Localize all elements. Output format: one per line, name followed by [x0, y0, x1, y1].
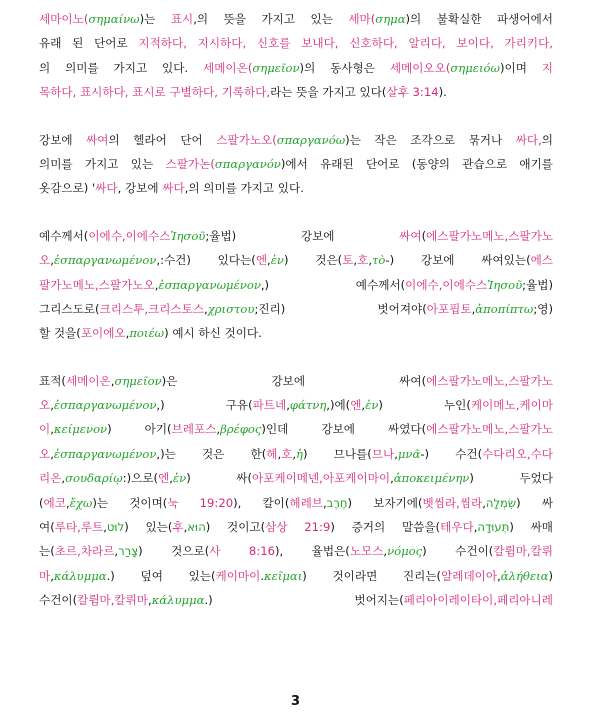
text-run: 예수께서(: [39, 228, 89, 243]
text-line: [39, 224, 553, 248]
korean-term: 오: [39, 398, 51, 413]
text-run: ,: [216, 422, 221, 437]
foreign-term: σημα: [375, 12, 406, 26]
paragraph-gap: [39, 201, 553, 224]
text-run: ,: [286, 398, 290, 413]
paragraph: [39, 128, 553, 201]
foreign-term: ἔχω: [69, 495, 93, 510]
korean-term: 포이에오: [80, 326, 126, 341]
korean-term: 세메이오오: [389, 60, 446, 75]
foreign-term: ἐν: [270, 253, 284, 268]
text-line: [39, 321, 553, 345]
text-run: ,: [277, 446, 282, 461]
text-run: ,: [204, 301, 208, 316]
foreign-term: σπαργανόν: [214, 156, 281, 171]
foreign-term: Ἰησοῦ: [170, 228, 206, 243]
korean-term: 에스: [530, 253, 553, 268]
text-run: 의미를 가지고 있는: [39, 156, 166, 171]
foreign-term: σημειόω: [450, 60, 500, 75]
text-line: [39, 80, 553, 104]
foreign-term: שִׂמְלָה: [485, 495, 517, 510]
foreign-term: תְּעוּדָה: [477, 520, 510, 535]
foreign-term: ἡ: [296, 446, 303, 461]
foreign-term: ἐσπαργανωμένον: [53, 446, 157, 461]
text-run: .: [260, 568, 264, 583]
text-run: ,: [50, 398, 54, 413]
foreign-term: κάλυμμα: [53, 568, 107, 583]
korean-term: 이: [39, 422, 51, 437]
korean-term: (: [445, 60, 451, 75]
korean-term: 사 8:16: [209, 544, 275, 559]
text-run: -) 강보에 싸여있는(: [385, 253, 531, 268]
text-run: ,:수건) 있다는(: [156, 253, 256, 268]
korean-term: 노모스: [349, 544, 384, 559]
text-line: [39, 491, 553, 515]
foreign-term: ἀποπίπτω: [475, 301, 534, 316]
korean-term: 테우다: [440, 520, 474, 535]
text-run: :)으로(: [122, 471, 159, 486]
text-run: ,: [394, 446, 398, 461]
text-run: ) 것이고(: [205, 520, 266, 535]
korean-term: 케이마이: [215, 568, 261, 583]
document-page: [39, 7, 553, 613]
foreign-term: φάτνη: [289, 398, 327, 413]
text-run: ,: [482, 495, 486, 510]
text-line: [39, 152, 553, 176]
korean-term: 세메이온: [203, 60, 248, 75]
text-run: ) 두었다: [469, 471, 553, 486]
text-run: ) 싸매: [509, 520, 553, 535]
korean-term: (: [370, 12, 376, 26]
text-line: [39, 56, 553, 80]
korean-term: (: [83, 12, 89, 26]
text-run: )는 작은 조각으로 묶거나: [345, 132, 516, 147]
foreign-term: νόμος: [387, 544, 423, 559]
text-run: ,: [353, 253, 358, 268]
text-run: ) 것은(: [283, 253, 343, 268]
text-run: ;영): [533, 301, 553, 316]
foreign-term: σημαίνω: [88, 12, 140, 26]
text-run: )는 것이며(: [92, 495, 168, 510]
text-run: ,: [292, 446, 297, 461]
foreign-term: Ἰησοῦ: [487, 277, 523, 292]
text-line: [39, 273, 553, 297]
text-run: ,: [61, 471, 66, 486]
foreign-term: κείμενον: [53, 422, 108, 437]
korean-term: (: [247, 60, 253, 75]
korean-term: 벳씸라,씸라: [422, 495, 483, 510]
foreign-term: σημεῖον: [252, 60, 300, 75]
text-run: (: [39, 495, 44, 510]
text-run: ) 누인(: [378, 398, 471, 413]
text-line: [39, 466, 553, 490]
text-run: 표적(: [39, 373, 66, 388]
korean-term: 알레데이아: [441, 568, 498, 583]
korean-term: 에코: [43, 495, 66, 510]
foreign-term: צָרַר: [118, 544, 139, 559]
korean-term: 파트네: [252, 398, 287, 413]
text-run: ,: [103, 520, 107, 535]
korean-term: 살후 3:14: [386, 85, 439, 100]
text-run: .) 덮여 있는(: [106, 568, 216, 583]
korean-term: 케이메노,케이마: [470, 398, 553, 413]
foreign-term: σπαργανόω: [276, 132, 346, 147]
foreign-term: χριστου: [207, 301, 255, 316]
korean-term: 크리스투,크리스토스: [99, 301, 205, 316]
korean-term: 싸다: [95, 181, 118, 196]
korean-term: 헤: [266, 446, 278, 461]
text-run: ,: [50, 446, 54, 461]
text-run: 옷감으로) ': [39, 181, 96, 196]
text-line: [39, 515, 553, 539]
text-run: ;진리) 벗어져야(: [254, 301, 427, 316]
korean-term: 싸다: [162, 181, 185, 196]
text-line: [39, 7, 553, 31]
korean-term: 세메이온: [65, 373, 111, 388]
text-run: ,) 예수께서(: [260, 277, 406, 292]
text-run: ,: [65, 495, 70, 510]
text-run: ,)는 것은 한(: [156, 446, 267, 461]
text-run: ) 아기(: [107, 422, 172, 437]
korean-term: 브레포스: [171, 422, 217, 437]
text-run: ) 있는(: [124, 520, 173, 535]
text-line: [39, 393, 553, 417]
foreign-term: ἀλήθεια: [500, 568, 549, 583]
korean-term: 루타,루트: [54, 520, 104, 535]
korean-term: 마: [39, 568, 51, 583]
foreign-term: ἀποκειμένην: [393, 471, 470, 486]
text-run: ;율법): [522, 277, 553, 292]
text-run: ), 율법은(: [274, 544, 350, 559]
text-run: -) 수건(: [420, 446, 483, 461]
text-run: ,: [361, 398, 366, 413]
text-run: ), 칼이(: [233, 495, 290, 510]
text-run: ).: [438, 85, 447, 100]
text-run: ,의 뜻을 가지고 있는: [193, 12, 349, 26]
text-run: 그리스도로(: [39, 301, 100, 316]
text-run: )은 강보에 싸여(: [161, 373, 427, 388]
text-run: )는: [139, 12, 171, 26]
paragraph: [39, 224, 553, 346]
foreign-term: σουδαρίῳ: [65, 471, 123, 486]
korean-term: 스팔가논: [165, 156, 211, 171]
paragraph: [39, 7, 553, 105]
text-run: )의 동사형은: [299, 60, 390, 75]
korean-term: 에스팔가노메노,스팔가노: [426, 373, 553, 388]
text-run: 여(: [39, 520, 55, 535]
text-line: [39, 539, 553, 563]
text-run: .) 벗어지는(: [204, 593, 404, 608]
text-line: [39, 248, 553, 272]
korean-term: 눅 19:20: [167, 495, 234, 510]
text-run: ): [548, 568, 553, 583]
text-run: ) 것이라면 진리는(: [302, 568, 442, 583]
text-run: (: [421, 228, 427, 243]
text-line: [39, 31, 553, 55]
foreign-term: ἐσπαργανωμένον: [53, 398, 157, 413]
text-line: [39, 128, 553, 152]
text-run: )에서 유래된 단어로 (동양의 관습으로 애기를: [280, 156, 553, 171]
text-line: [39, 417, 553, 441]
korean-term: (: [210, 156, 215, 171]
text-run: ) 증거의 말씀을(: [330, 520, 441, 535]
text-run: ,: [267, 253, 271, 268]
text-run: ,: [50, 253, 54, 268]
korean-term: 호: [281, 446, 293, 461]
foreign-term: τὸ: [372, 253, 386, 268]
text-line: [39, 297, 553, 321]
text-run: )인데 강보에 싸였다(: [261, 422, 427, 437]
korean-term: 오: [39, 446, 51, 461]
text-run: ,: [390, 471, 394, 486]
korean-term: 스팔가노오: [216, 132, 273, 147]
korean-term: 삼상 21:9: [265, 520, 331, 535]
korean-term: 이에수,이에수스: [405, 277, 488, 292]
text-run: ) 것으로(: [138, 544, 210, 559]
korean-term: 헤레브: [289, 495, 323, 510]
text-run: , 강보에: [117, 181, 163, 196]
paragraph-gap: [39, 105, 553, 128]
korean-term: 에스팔가노메노,스팔가노: [426, 228, 553, 243]
text-run: ,: [471, 301, 476, 316]
korean-term: 후: [172, 520, 184, 535]
text-run: ,: [125, 326, 130, 341]
korean-term: 토: [342, 253, 354, 268]
korean-term: 수다리오,수다: [482, 446, 553, 461]
text-run: ,)에(: [326, 398, 351, 413]
text-run: ,: [368, 253, 372, 268]
text-run: 유래 된 단어로: [39, 36, 139, 51]
korean-term: 싸여: [86, 132, 109, 147]
text-run: 수건이(: [39, 593, 78, 608]
text-run: ) 보자기에(: [347, 495, 423, 510]
korean-term: 싸여: [399, 228, 422, 243]
korean-term: 아포케이메넨,아포케이마이: [251, 471, 391, 486]
foreign-term: ἐσπαργανωμένον: [53, 253, 157, 268]
foreign-term: לוּט: [106, 520, 125, 535]
text-line: [39, 564, 553, 588]
foreign-term: ἐσπαργανωμένον: [158, 277, 261, 292]
text-run: ,: [110, 373, 115, 388]
korean-term: 칼륌마,칼뤼: [493, 544, 553, 559]
korean-term: 리온: [39, 471, 62, 486]
korean-term: 지: [541, 60, 553, 75]
paragraph: [39, 369, 553, 613]
text-line: [39, 369, 553, 393]
text-run: ,: [383, 544, 388, 559]
korean-term: 엔: [350, 398, 362, 413]
foreign-term: κάλυμμα: [151, 593, 205, 608]
text-run: ,: [154, 277, 159, 292]
text-run: ) 싸: [516, 495, 553, 510]
korean-term: 엔: [158, 471, 170, 486]
text-run: ) 예시 하신 것이다.: [164, 326, 262, 341]
korean-term: 므나: [371, 446, 395, 461]
korean-term: 엔: [255, 253, 268, 268]
text-run: ,: [322, 495, 327, 510]
text-run: ,: [50, 422, 54, 437]
korean-term: 싸다,: [515, 132, 542, 147]
text-line: [39, 176, 553, 200]
korean-term: 칼륌마,칼뤼마: [77, 593, 149, 608]
foreign-term: ἐν: [365, 398, 379, 413]
foreign-term: ποιέω: [129, 326, 165, 341]
text-run: 강보에: [39, 132, 87, 147]
korean-term: 세마이노: [39, 12, 84, 26]
foreign-term: ἐν: [172, 471, 187, 486]
korean-term: 아포핍토: [426, 301, 472, 316]
korean-term: 팔가노메노,스팔가노오: [39, 277, 155, 292]
foreign-term: חֶרֶב: [326, 495, 348, 510]
korean-term: (: [272, 132, 277, 147]
text-run: ,: [50, 568, 54, 583]
korean-term: 세마: [348, 12, 371, 26]
text-run: ,: [497, 568, 501, 583]
text-run: 할 것을(: [39, 326, 81, 341]
text-run: )이며: [499, 60, 542, 75]
korean-term: 목하다, 표시하다, 표시로 구별하다, 기록하다,: [39, 85, 271, 100]
korean-term: 오: [39, 253, 51, 268]
korean-term: 초르,차라르: [54, 544, 115, 559]
text-run: )의 불확실한 파생어에서: [405, 12, 553, 26]
text-run: ) 수건이(: [422, 544, 494, 559]
foreign-term: κεῖμαι: [264, 568, 303, 583]
korean-term: 표시: [170, 12, 194, 26]
korean-term: 페리아이레이타이,페리아니레: [403, 593, 553, 608]
text-run: 의 의미를 가지고 있다.: [39, 60, 203, 75]
text-run: ,: [169, 471, 173, 486]
paragraph-gap: [39, 346, 553, 369]
foreign-term: μνᾶ: [397, 446, 421, 461]
text-run: ,: [183, 520, 188, 535]
text-run: ,) 구유(: [156, 398, 253, 413]
korean-term: 지적하다, 지시하다, 신호를 보내다, 신호하다, 알리다, 보이다, 가리키다,: [138, 36, 553, 51]
text-run: 는(: [39, 544, 55, 559]
text-run: ) 므나를(: [302, 446, 372, 461]
text-run: 라는 뜻을 가지고 있다(: [270, 85, 387, 100]
foreign-term: σημεῖον: [114, 373, 162, 388]
foreign-term: βρέφος: [220, 422, 262, 437]
text-run: ,: [114, 544, 119, 559]
text-run: ) 싸(: [186, 471, 252, 486]
page-number: 3: [290, 694, 301, 709]
text-line: [39, 588, 553, 612]
korean-term: 이에수,이에수스: [88, 228, 171, 243]
text-run: ,: [148, 593, 152, 608]
text-run: ,: [473, 520, 478, 535]
korean-term: 호: [357, 253, 369, 268]
korean-term: 에스팔가노메노,스팔가노: [426, 422, 553, 437]
text-run: 의: [541, 132, 553, 147]
text-run: ,의 의미를 가지고 있다.: [184, 181, 304, 196]
text-line: [39, 442, 553, 466]
foreign-term: הוּא: [187, 520, 206, 535]
text-run: 의 헬라어 단어: [108, 132, 217, 147]
text-run: ;율법) 강보에: [205, 228, 400, 243]
